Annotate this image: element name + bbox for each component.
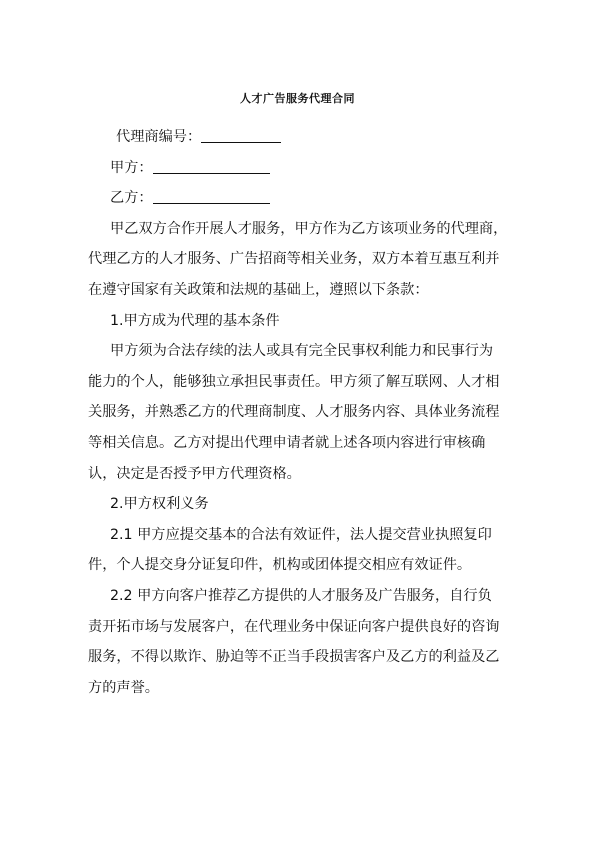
intro-line: 代理乙方的人才服务、广告招商等相关业务，双方本着互惠互利并 (88, 251, 500, 268)
section-1-line: 甲方须为合法存续的法人或具有完全民事权利能力和民事行为 (110, 343, 494, 360)
clause-2-2-line: 2.2 甲方向客户推荐乙方提供的人才服务及广告服务，自行负 (110, 587, 492, 604)
intro-line: 在遵守国家有关政策和法规的基础上，遵照以下条款： (88, 281, 429, 298)
party-b-field (88, 183, 520, 214)
intro-line: 甲乙双方合作开展人才服务，甲方作为乙方该项业务的代理商， (110, 220, 508, 237)
clause-2-1-line: 2.1 甲方应提交基本的合法有效证件，法人提交营业执照复印 (110, 526, 492, 543)
agent-number-field (88, 122, 520, 153)
clause-2-2-line: 服务，不得以欺诈、胁迫等不正当手段损害客户及乙方的利益及乙 (88, 649, 500, 666)
section-2-heading: 2.甲方权利义务 (110, 496, 209, 513)
section-1-line: 关服务，并熟悉乙方的代理商制度、人才服务内容、具体业务流程 (88, 404, 500, 421)
party-a-label: 甲方： (110, 159, 153, 176)
agent-number-label: 代理商编号： (116, 129, 202, 145)
section-1-line: 能力的个人，能够独立承担民事责任。甲方须了解互联网、人才相 (88, 373, 500, 390)
clause-2-1-line: 件，个人提交身分证复印件，机构或团体提交相应有效证件。 (88, 557, 472, 574)
document-title: 人才广告服务代理合同 (240, 92, 355, 105)
section-1-line: 认，决定是否授予甲方代理资格。 (88, 465, 301, 482)
party-b-blank (153, 188, 270, 204)
clause-2-2-line: 责开拓市场与发展客户，在代理业务中保证向客户提供良好的咨询 (88, 618, 500, 635)
party-a-blank (153, 158, 270, 174)
clause-2-2-line: 方的声誉。 (88, 679, 159, 696)
party-a-field (88, 153, 520, 184)
section-1-heading: 1.甲方成为代理的基本条件 (110, 312, 280, 329)
agent-number-blank (201, 127, 281, 143)
document-body (88, 122, 520, 703)
section-1-line: 等相关信息。乙方对提出代理申请者就上述各项内容进行审核确 (88, 434, 486, 451)
party-b-label: 乙方： (110, 190, 153, 207)
